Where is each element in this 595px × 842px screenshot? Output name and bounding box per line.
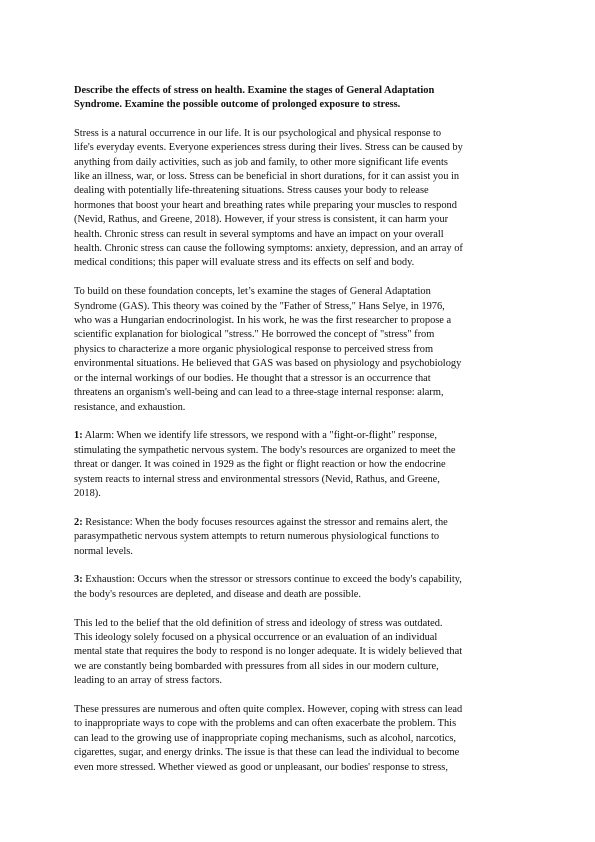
pressures-paragraph: These pressures are numerous and often quite complex. However, coping with stress can lead to inappropriate ways to cope with the problems and can often exacerbate the problem. This can lead to the growing use of inappropriate coping mechanisms, such as alcohol, narcotics, cigarettes, sugar, and energy drinks. The issue is that these can lead the individual to become even more stressed. Whether viewed as good or unpleasant, our bodies' response to stress, <box>74 703 463 773</box>
stage-text: Alarm: When we identify life stressors, we respond with a "fight-or-flight" response, stimulating the sympathetic nervous system. The body's resources are organized to meet the threat or danger. It was coined in 1929 as the fight or flight reaction or how the endocrine system reacts to internal stress and environmental stressors (Nevid, Rathus, and Greene, 2018). <box>74 430 456 499</box>
stage-text: Resistance: When the body focuses resources against the stressor and remains alert, the parasympathetic nervous system attempts to return numerous physiological functions to normal levels. <box>74 516 448 557</box>
intro-paragraph: Stress is a natural occurrence in our life. It is our psychological and physical response to life's everyday events. Everyone experiences stress during their lives. Stress can be caused by anything from daily activities, such as job and family, to other more significant life events like an illness, war, or loss. Stress can be beneficial in short durations, for it can assist you in dealing with potentially life-threatening situations. Stress causes your body to release hormones that boost your heart and breathing rates while preparing your muscles to respond (Nevid, Rathus, and Greene, 2018). However, if your stress is consistent, it can harm your health. Chronic stress can result in several symptoms and have an impact on your overall health. Chronic stress can cause the following symptoms: anxiety, depression, and an array of medical conditions; this paper will evaluate stress and its effects on self and body. <box>74 127 463 269</box>
stage-alarm-paragraph <box>74 429 523 501</box>
gas-intro-paragraph: To build on these foundation concepts, let’s examine the stages of General Adaptation Syndrome (GAS). This theory was coined by the "Father of Stress," Hans Selye, in 1976, who was a Hungarian endocrinologist. In his work, he was the first researcher to propose a scientific explanation for biological "stress." He borrowed the concept of "stress" from physics to characterize a more organic physiological response to perceived stress from environmental situations. He believed that GAS was based on physiology and psychobiology or the internal workings of our bodies. He thought that a stressor is an occurrence that threatens an organism's well-being and can lead to a three-stage internal response: alarm, resistance, and exhaustion. <box>74 286 462 413</box>
essay-prompt-heading: Describe the effects of stress on health. Examine the stages of General Adaptation Syndrome. Examine the possible outcome of prolonged exposure to stress. <box>74 85 435 111</box>
stage-number: 3: <box>74 574 83 586</box>
stage-number: 1: <box>74 430 83 442</box>
stage-text: Exhaustion: Occurs when the stressor or stressors continue to exceed the body's capability, the body's resources are depleted, and disease and death are possible. <box>74 574 462 600</box>
stage-exhaustion-paragraph <box>74 573 523 602</box>
stage-resistance-paragraph <box>74 516 523 559</box>
outdated-definition-paragraph: This led to the belief that the old definition of stress and ideology of stress was outdated. This ideology solely focused on a physical occurrence or an evaluation of an individual mental state that requires the body to respond is no longer adequate. It is widely believed that we are constantly being bombarded with pressures from all sides in our modern culture, leading to an array of stress factors. <box>74 617 463 687</box>
stage-number: 2: <box>74 516 83 528</box>
